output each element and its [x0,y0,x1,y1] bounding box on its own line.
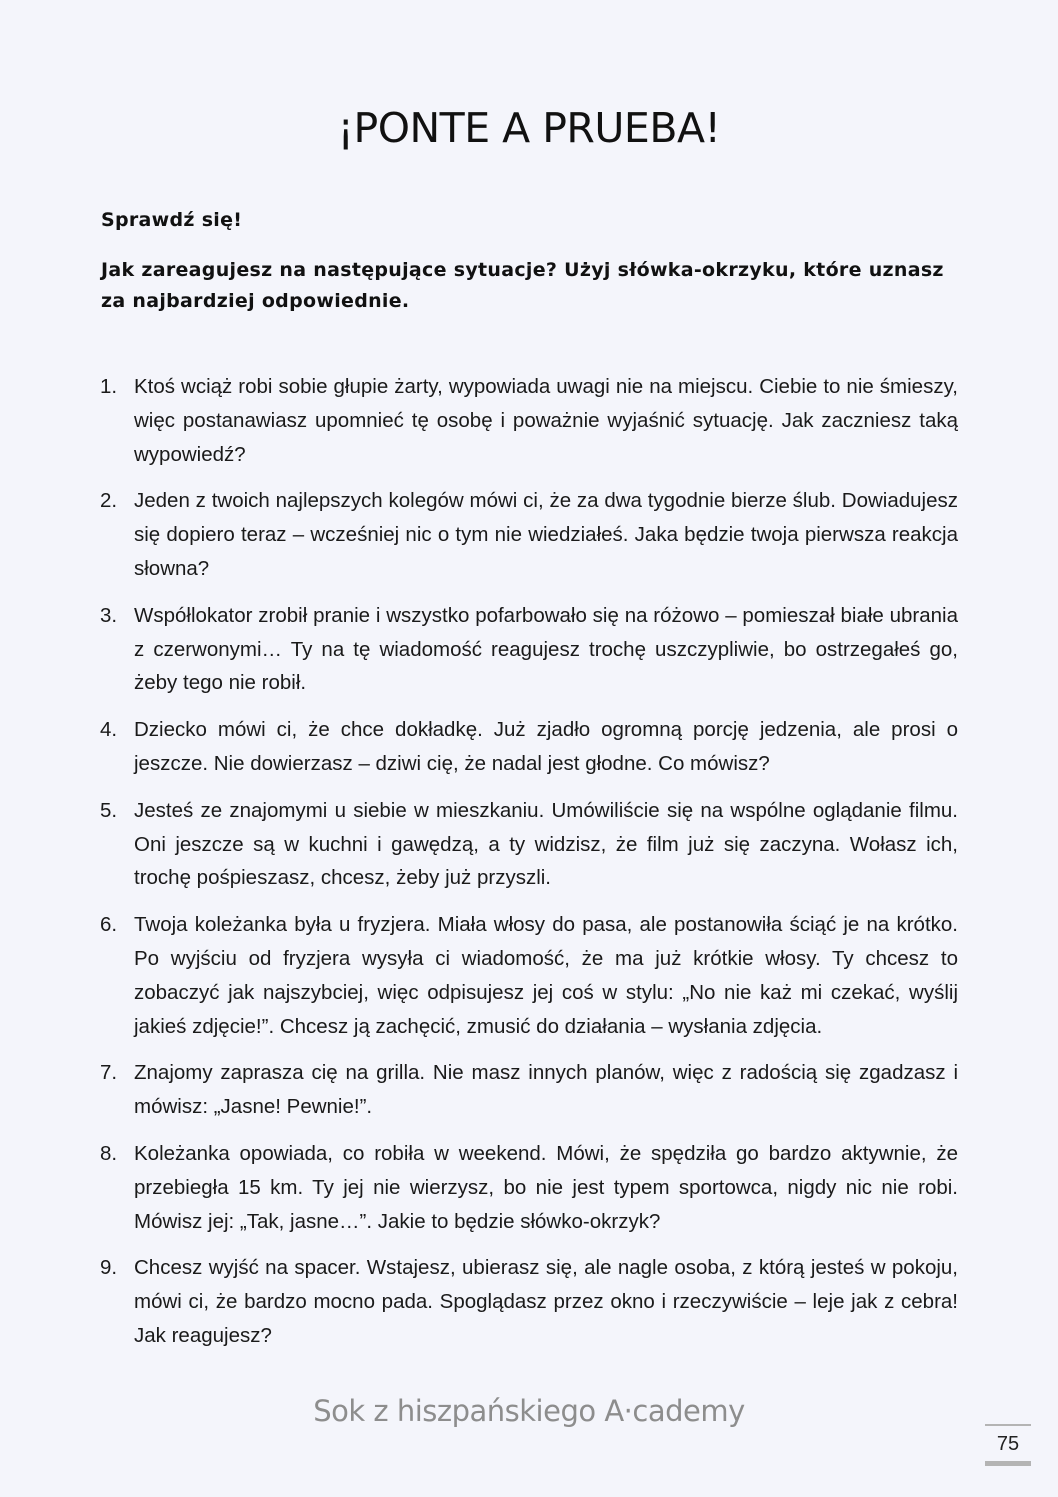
item-number: 5. [100,798,118,822]
item-text: Znajomy zaprasza cię na grilla. Nie masz innych planów, więc z radością się zgadzasz i mówisz: „Jasne! Pewnie!”. [134,1061,958,1119]
section-subtitle: Sprawdź się! [101,209,243,231]
item-text: Dziecko mówi ci, że chce dokładkę. Już zjadło ogromną porcję jedzenia, ale prosi o jeszcze. Nie dowierzasz – dziwi cię, że nadal jest głodne. Co mówisz? [134,718,958,775]
item-text: Koleżanka opowiada, co robiła w weekend. Mówi, że spędziła go bardzo aktywnie, że przebiegła 15 km. Ty jej nie wierzysz, bo nie jest typem sportowca, nigdy nic nie robi. Mówisz jej: „Tak, jasne…”. Jakie to będzie słówko-okrzyk? [134,1141,958,1233]
list-item [100,484,958,585]
item-text: Jesteś ze znajomymi u siebie w mieszkaniu. Umówiliście się na wspólne oglądanie filmu. Oni jeszcze są w kuchni i gawędzą, a ty widzisz, że film już się zaczyna. Wołasz ich, trochę pośpieszasz, chcesz, żeby już przyszli. [134,798,958,890]
item-number: 1. [100,375,118,398]
page-number-box [985,1424,1031,1466]
list-item [100,1137,958,1238]
item-text: Twoja koleżanka była u fryzjera. Miała włosy do pasa, ale postanowiła ściąć je na krótko. Po wyjściu od fryzjera wysyła ci wiadomość, że ma już krótkie włosy. Ty chcesz to zobaczyć jak najszybciej, więc odpisujesz jej coś w stylu: „No nie każ mi czekać, wyślij jakieś zdjęcie!”. Chcesz ją zachęcić, zmusić do działania – wysłania zdjęcia. [134,913,958,1038]
item-number: 2. [100,489,118,513]
item-text: Ktoś wciąż robi sobie głupie żarty, wypowiada uwagi nie na miejscu. Ciebie to nie śmieszy, więc postanawiasz upomnieć tę osobę i poważnie wyjaśnić sytuację. Jak zaczniesz taką wypowiedź? [134,375,958,466]
item-number: 7. [100,1061,118,1085]
page-title: ¡PONTE A PRUEBA! [337,104,721,152]
item-text: Współlokator zrobił pranie i wszystko pofarbowało się na różowo – pomieszał białe ubrania z czerwonymi… Ty na tę wiadomość reagujesz trochę uszczypliwie, bo ostrzegałeś go, żeby tego nie robił. [134,603,958,695]
item-text: Jeden z twoich najlepszych kolegów mówi ci, że za dwa tygodnie bierze ślub. Dowiadujesz się dopiero teraz – wcześniej nic o tym nie wiedziałeś. Jaka będzie twoja pierwsza reakcja słowna? [134,489,958,580]
item-number: 6. [100,913,118,937]
list-item [100,794,958,895]
list-item [100,713,958,781]
footer-brand: Sok z hiszpańskiego A·cademy [313,1394,745,1428]
list-item [100,370,958,471]
list-item [100,599,958,700]
item-number: 3. [100,603,118,627]
list-item [100,908,958,1043]
item-number: 8. [100,1141,118,1165]
page-number: 75 [996,1433,1020,1455]
exercise-instruction: Jak zareagujesz na następujące sytuacje? Użyj słówka-okrzyku, które uznasz za najbardziej odpowiednie. [101,259,944,312]
item-text: Chcesz wyjść na spacer. Wstajesz, ubierasz się, ale nagle osoba, z którą jesteś w pokoju, mówi ci, że bardzo mocno pada. Spoglądasz przez okno i rzeczywiście – leje jak z cebra! Jak reagujesz? [134,1256,958,1347]
item-number: 4. [100,718,118,742]
item-number: 9. [100,1256,118,1280]
list-item [100,1056,958,1124]
exercise-list [100,370,958,1366]
list-item [100,1251,958,1352]
